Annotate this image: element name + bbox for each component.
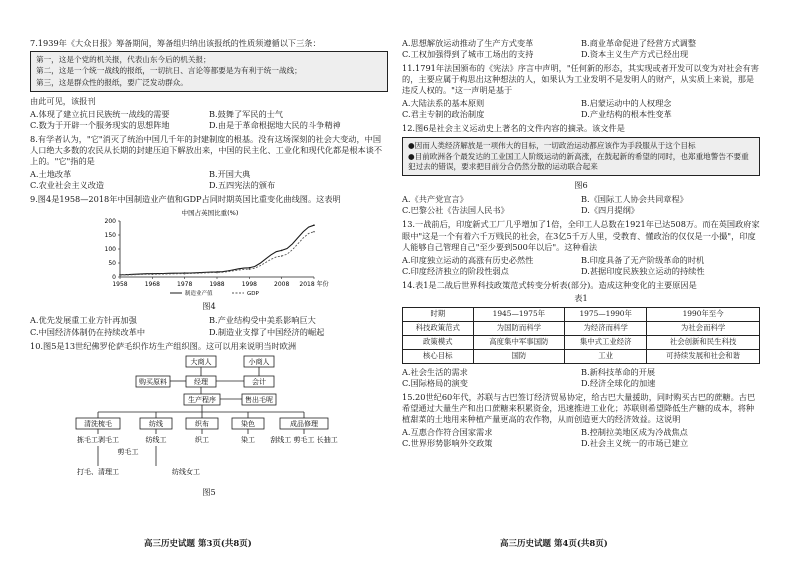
page-3-footer: 高三历史试题 第3页(共8页) (144, 539, 252, 549)
figure-6-line: ●目前欧洲各个最发达的工业国工人阶级运动的新高涨，在鼓起新的希望的同时，也郑重地警告不要重犯过去的错误，要求把目前分合仍然分散的运动联合起来 (408, 151, 749, 171)
table-cell: 科技政策范式 (403, 321, 474, 335)
y-tick-label: 200 (104, 218, 116, 226)
option-c: C.君主专制的政治制度 (402, 109, 485, 120)
option-a: A.《共产党宣言》 (402, 194, 468, 205)
data-point (313, 231, 315, 233)
figure-4-line-chart (90, 207, 330, 299)
table-row (403, 321, 760, 335)
table-row (403, 349, 760, 363)
option-c: C.数为于开辟一个服务现实的思想阵地 (30, 119, 170, 130)
x-tick-label: 1978 (177, 281, 193, 289)
org-accountant: 会计 (252, 377, 266, 386)
x-tick-label: 1988 (209, 281, 225, 289)
table-1-title: 表1 (574, 292, 588, 303)
org-workers-finish: 刮线工 剪毛工 长抽工 (270, 435, 338, 444)
org-workers-shear: 剪毛工 (117, 447, 139, 456)
question-7-box-line: 第三，这是群众性的报纸，要广泛发动群众。 (36, 77, 188, 87)
option-b: B.产业结构受中美系影响巨大 (209, 315, 316, 326)
option-d: D.经济全球化的加速 (581, 377, 656, 388)
series-line-gdp (120, 232, 314, 275)
table-header-row (403, 307, 760, 321)
y-tick-label: 0 (112, 274, 116, 282)
figure-5-org-chart (36, 354, 376, 482)
question-12-options (402, 194, 760, 216)
table-cell: 为经济而科学 (565, 321, 647, 335)
option-c: C.印度经济独立的阶段性弱点 (402, 265, 509, 276)
option-b: B.商业革命促进了经营方式调整 (581, 38, 697, 48)
table-cell: 高度集中军事国防 (473, 335, 565, 349)
table-cell: 1945—1975年 (473, 307, 565, 321)
question-13-options (402, 255, 760, 277)
series-line-manufacturing (120, 226, 314, 276)
question-14-stem: 14.表1是二战后世界科技政策范式转变分析表(部分)。造成这种变化的主要原因是 (402, 279, 697, 290)
option-d: D.甚据印度民族独立运动的持续性 (581, 265, 705, 276)
org-sell: 售出毛呢 (245, 395, 273, 404)
figure-6-caption: 图6 (574, 180, 588, 191)
y-tick-label: 100 (104, 246, 116, 254)
option-b: B.启蒙运动中的人权理念 (581, 98, 672, 109)
chart-series (119, 225, 315, 276)
table-cell: 国防 (473, 349, 565, 363)
table-cell: 核心目标 (403, 349, 474, 363)
data-point (249, 269, 251, 271)
table-cell: 为社会而科学 (647, 321, 760, 335)
x-tick-label: 2008 (274, 281, 290, 289)
question-7-box (30, 51, 388, 92)
x-tick-label: 1998 (241, 281, 257, 289)
table-1 (402, 307, 760, 364)
org-bottom-cleaners: 打毛、清理工 (77, 467, 119, 476)
org-workers-dye: 染工 (241, 435, 255, 444)
org-manager: 经理 (194, 377, 208, 386)
table-cell: 1975—1990年 (565, 307, 647, 321)
chart-y-ticks (105, 218, 120, 281)
option-a: A.思想解放运动推动了生产方式变革 (402, 38, 534, 48)
y-tick-label: 50 (108, 260, 116, 268)
option-d: D.制造业支撑了中国经济的崛起 (209, 326, 325, 337)
chart-legend (170, 289, 259, 297)
data-point (313, 225, 315, 227)
table-cell: 政策模式 (403, 335, 474, 349)
question-10-options (402, 38, 760, 60)
option-a: A.优先发展重工业方针再加强 (30, 315, 137, 326)
figure-5-caption: 图5 (202, 486, 216, 497)
data-point (281, 250, 283, 252)
org-step-dye: 染色 (241, 419, 255, 428)
option-c: C.国际格局的演变 (402, 377, 468, 388)
table-cell: 工业 (565, 349, 647, 363)
option-b: B.控制拉美地区成为冷战焦点 (581, 427, 688, 438)
option-a: A.土地改革 (30, 169, 72, 180)
table-cell: 为国防而科学 (473, 321, 565, 335)
option-c: C.工权加强得到了城市工场出的支持 (402, 49, 534, 60)
org-buy-material: 购买原料 (139, 377, 167, 386)
org-step-spin: 纺线 (149, 419, 163, 428)
org-workers-spin: 纺线工 (145, 435, 167, 444)
chart-x-ticks (112, 277, 328, 288)
question-8-stem: 8.有学者认为，"它"消灭了统治中国几千年的封建制度的根基。没有这场深刻的社会大变动，中国人口绝大多数的农民从长期的封建压迫下解放出来，中国的民主化、工业化和现代化都是根本谈不上的。"它"指的是 (30, 134, 383, 167)
option-b: B.《国际工人协会共同章程》 (581, 194, 688, 205)
option-b: B.鼓舞了军民的士气 (209, 108, 284, 119)
table-cell: 1990年至今 (647, 307, 760, 321)
x-tick-label: 2018 年份 (299, 281, 329, 289)
option-d: D.资本主义生产方式已经出现 (581, 49, 689, 60)
data-point (216, 272, 218, 274)
question-15-options (402, 427, 760, 449)
legend-label: 制造业产值 (185, 291, 213, 298)
question-15-stem: 15.20世纪60年代，苏联与古巴签订经济贸易协定，给古巴大量援助，同时购买古巴的蔗糖。古巴希望通过大量生产和出口蔗糖来积累资金，迅速推进工业化；苏联则希望降低生产糖的成本，将种植甜菜的土地用来种植产量更高的农作物，从而创造更大的经济效益。这说明 (402, 392, 756, 425)
org-workers-wash: 拣毛工剥毛工 (77, 435, 119, 444)
option-a: A.大陆法系的基本原则 (402, 98, 485, 109)
data-point (152, 274, 154, 276)
question-7-box-line: 第一，这是个党的机关报，代表山东今后的机关报； (36, 55, 211, 65)
option-a: A.互惠合作符合国家需求 (402, 427, 493, 438)
question-9-stem: 9.图4是1958—2018年中国制造业产值和GDP占同时期英国比重变化曲线图。这表明 (30, 194, 341, 205)
question-9-options (30, 315, 388, 337)
x-tick-label: 1958 (112, 281, 128, 289)
question-7-box-line: 第二，这是一个统一战线的报纸，一切抗日、言论等都要是为有利于统一战线； (36, 66, 302, 76)
data-point (281, 256, 283, 258)
figure-6-box (402, 137, 760, 177)
option-d: D.社会主义统一的市场已建立 (581, 438, 689, 449)
org-workers-weave: 织工 (195, 435, 209, 444)
figure-4-caption: 图4 (202, 301, 216, 312)
org-top-merchant: 大商人 (190, 357, 212, 366)
option-c: C.中国经济体制仍在持续改革中 (30, 326, 146, 337)
chart-title: 中国占英国比重(%) (181, 209, 239, 218)
option-c: C.农业社会主义改造 (30, 180, 105, 191)
option-d: D.五四宪法的颁布 (209, 180, 276, 191)
option-c: C.世界形势影响外交政策 (402, 438, 493, 449)
page-4-column (402, 38, 760, 452)
option-a: A.体现了建立抗日民族统一战线的需要 (30, 108, 170, 119)
option-b: B.开国大典 (209, 169, 251, 180)
org-step-weave: 织布 (195, 419, 209, 428)
org-step-wash: 清洗梳毛 (84, 419, 112, 428)
option-b: B.印度具备了无产阶级革命的时机 (581, 254, 705, 265)
y-tick-label: 150 (104, 232, 116, 240)
option-d: D.《四月提纲》 (581, 205, 639, 216)
x-tick-label: 1968 (144, 281, 160, 289)
legend-label: GDP (247, 291, 259, 298)
data-point (119, 275, 121, 277)
table-cell: 集中式工业经济 (565, 335, 647, 349)
question-7-stem: 7.1939年《大众日报》筹备期间，筹备组归纳出该报纸的性质须遵循以下三条： (30, 38, 321, 48)
question-7-options (30, 109, 388, 131)
table-cell: 社会创新和民生科技 (647, 335, 760, 349)
figure-6-line: ●因而人类经济解放是一项伟大的目标，一切政治运动都应该作为手段服从于这个目标 (408, 140, 696, 150)
page-4-footer: 高三历史试题 第4页(共8页) (500, 539, 608, 549)
table-cell: 可持续发展和社会和谐 (647, 349, 760, 363)
data-point (249, 267, 251, 269)
question-8-options (30, 169, 388, 191)
option-d: D.产业结构的根本性变革 (581, 109, 672, 120)
question-12-stem: 12.图6是社会主义运动史上著名的文件内容的摘录。该文件是 (402, 123, 625, 134)
question-13-stem: 13.一战前后，印度新式工厂几乎增加了1倍，全印工人总数在1921年已达508万。而在英国政府家眼中"这是一个有着六千万贱民的社会，在3亿5千万人里，受教育、懂政治的仅仅是一小撮"，印度人能够自己管理自己"至少要到500年以后"。这种看法 (402, 219, 760, 252)
table-cell: 时期 (403, 307, 474, 321)
option-a: A.印度独立运动的高涨有历史必然性 (402, 254, 534, 265)
data-point (184, 273, 186, 275)
option-d: D.由是于革命根据地大民的斗争精神 (209, 119, 341, 130)
page-3-column (30, 38, 388, 501)
question-11-stem: 11.1791年法国颁布的《宪法》序言中声明，"任何新的形态，其实现或者开发可以变为对社会有害的，主要应属于构思出这种想法的人，如果认为工业发明不是发明人的财产，从实质上来说，那是违反人权的。"这一声明是基于 (402, 63, 759, 96)
option-c: C.巴黎公社《告法国人民书》 (402, 205, 509, 216)
org-step-finish: 成品修理 (290, 419, 318, 428)
org-small-merchant: 小商人 (248, 357, 270, 366)
question-14-options (402, 367, 760, 389)
question-7-lead: 由此可见，该报刊 (30, 95, 96, 106)
question-11-options (402, 98, 760, 120)
option-a: A.社会生活的需求 (402, 366, 468, 377)
option-b: B.新科技革命的开展 (581, 366, 656, 377)
question-10-stem: 10.图5是13世纪佛罗伦萨毛织作坊生产组织图。这可以用来说明当时欧洲 (30, 340, 297, 351)
org-production: 生产程序 (188, 395, 216, 404)
table-row (403, 335, 760, 349)
org-bottom-spinners: 纺线女工 (172, 467, 200, 476)
